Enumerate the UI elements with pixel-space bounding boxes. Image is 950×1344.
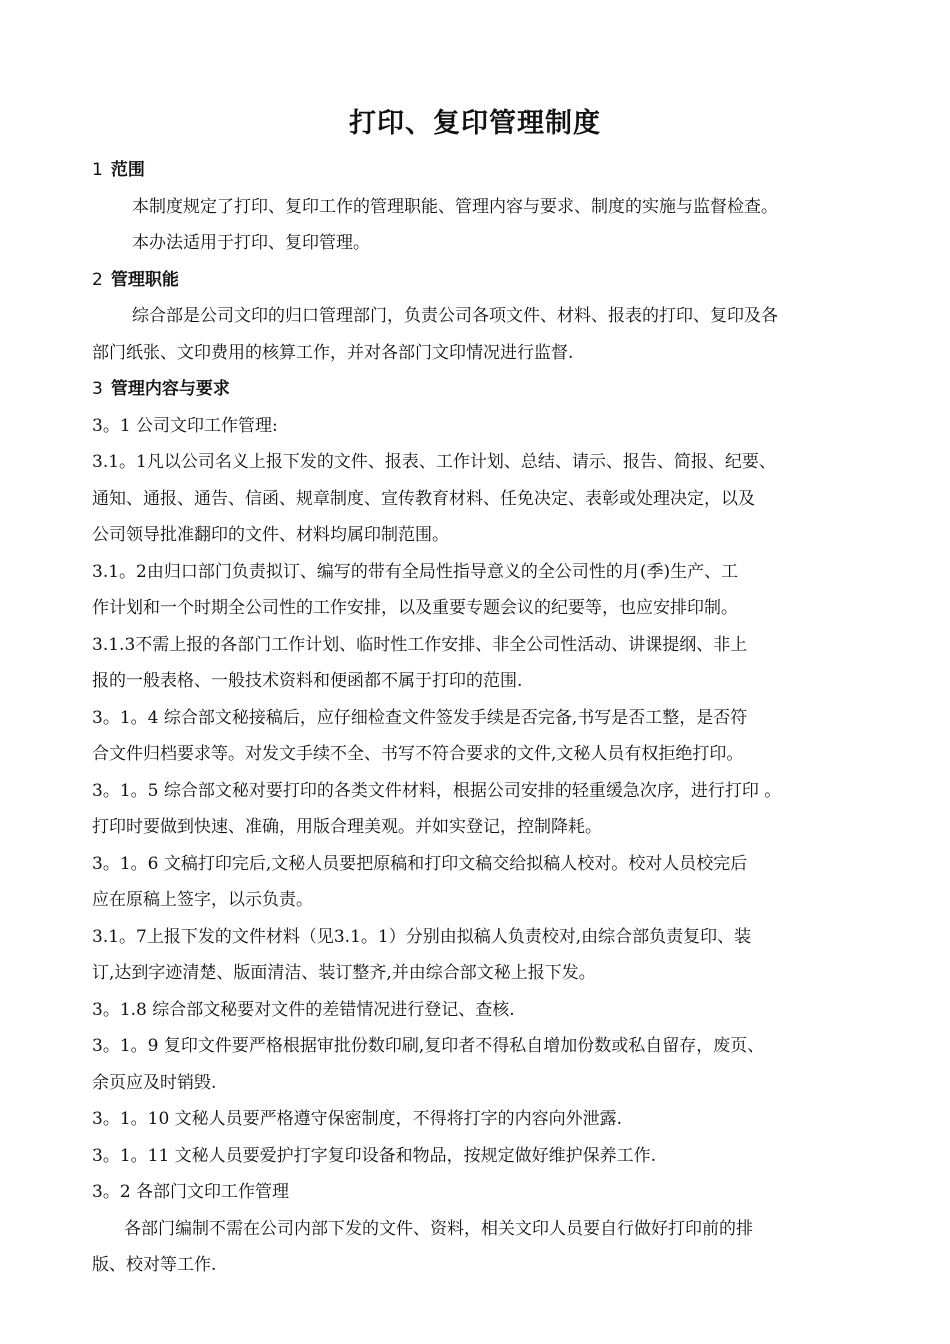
paragraph-line: 3。1。5 综合部文秘对要打印的各类文件材料，根据公司安排的轻重缓急次序，进行打印 。 (92, 780, 782, 801)
section-heading (92, 262, 862, 299)
paragraph-line: 打印时要做到快速、准确，用版合理美观。并如实登记，控制降耗。 (92, 817, 602, 837)
paragraph-line: 3.1.3不需上报的各部门工作计划、临时性工作安排、非全公司性活动、讲课提纲、非上 (92, 634, 748, 655)
document-title: 打印、复印管理制度 (349, 108, 601, 139)
paragraph-line: 订,达到字迹清楚、版面清洁、装订整齐,并由综合部文秘上报下发。 (92, 963, 596, 983)
section-number: 1 (92, 160, 103, 180)
paragraph-line: 余页应及时销毁. (92, 1072, 217, 1093)
paragraph-line: 3.1。7上报下发的文件材料（见3.1。1）分别由拟稿人负责校对,由综合部负责复印、装 (92, 926, 752, 947)
paragraph-line: 各部门编制不需在公司内部下发的文件、资料，相关文印人员要自行做好打印前的排 (124, 1218, 753, 1239)
paragraph-line: 3。1。6 文稿打印完后,文秘人员要把原稿和打印文稿交给拟稿人校对。校对人员校完后 (92, 853, 748, 874)
paragraph-line: 应在原稿上签字，以示负责。 (92, 890, 313, 910)
document-body (92, 152, 862, 1284)
paragraph-line: 本制度规定了打印、复印工作的管理职能、管理内容与要求、制度的实施与监督检查。 (132, 196, 778, 217)
paragraph-line: 合文件归档要求等。对发文手续不全、书写不符合要求的文件,文秘人员有权拒绝打印。 (92, 744, 744, 764)
paragraph-line: 作计划和一个时期全公司性的工作安排，以及重要专题会议的纪要等，也应安排印制。 (92, 598, 738, 618)
paragraph-line: 公司领导批准翻印的文件、材料均属印制范围。 (92, 525, 449, 545)
section-title: 范围 (110, 160, 145, 180)
paragraph-line: 3。1。10 文秘人员要严格遵守保密制度，不得将打字的内容向外泄露. (92, 1109, 623, 1129)
section-title: 管理内容与要求 (110, 379, 230, 399)
paragraph-line: 部门纸张、文印费用的核算工作，并对各部门文印情况进行监督. (92, 342, 574, 363)
section-title: 管理职能 (110, 269, 179, 290)
paragraph-line: 本办法适用于打印、复印管理。 (132, 233, 370, 253)
paragraph-line: 3。1.8 综合部文秘要对文件的差错情况进行登记、查核. (92, 999, 515, 1020)
paragraph-line: 通知、通报、通告、信函、规章制度、宣传教育材料、任免决定、表彰或处理决定，以及 (92, 488, 755, 509)
paragraph-line: 3。1。11 文秘人员要爱护打字复印设备和物品，按规定做好维护保养工作. (92, 1145, 657, 1166)
paragraph-line: 3。1。4 综合部文秘接稿后，应仔细检查文件签发手续是否完备,书写是否工整，是否符 (92, 707, 748, 728)
paragraph-line: 版、校对等工作. (92, 1255, 217, 1275)
paragraph-line: 3。1。9 复印文件要严格根据审批份数印刷,复印者不得私自增加份数或私自留存，废页、 (92, 1036, 765, 1056)
paragraph-line: 3。1 公司文印工作管理: (92, 415, 278, 436)
paragraph-line: 3。2 各部门文印工作管理 (92, 1182, 290, 1202)
paragraph-line: 报的一般表格、一般技术资料和便函都不属于打印的范围. (92, 671, 523, 691)
section-heading (92, 371, 862, 408)
section-heading (92, 152, 862, 189)
section-number: 3 (92, 379, 103, 399)
paragraph-line: 3.1。1凡以公司名义上报下发的文件、报表、工作计划、总结、请示、报告、简报、纪要、 (92, 452, 776, 472)
paragraph-line: 综合部是公司文印的归口管理部门，负责公司各项文件、材料、报表的打印、复印及各 (132, 306, 778, 326)
section-number: 2 (92, 269, 103, 290)
paragraph-line: 3.1。2由归口部门负责拟订、编写的带有全局性指导意义的全公司性的月(季)生产、工 (92, 561, 739, 582)
